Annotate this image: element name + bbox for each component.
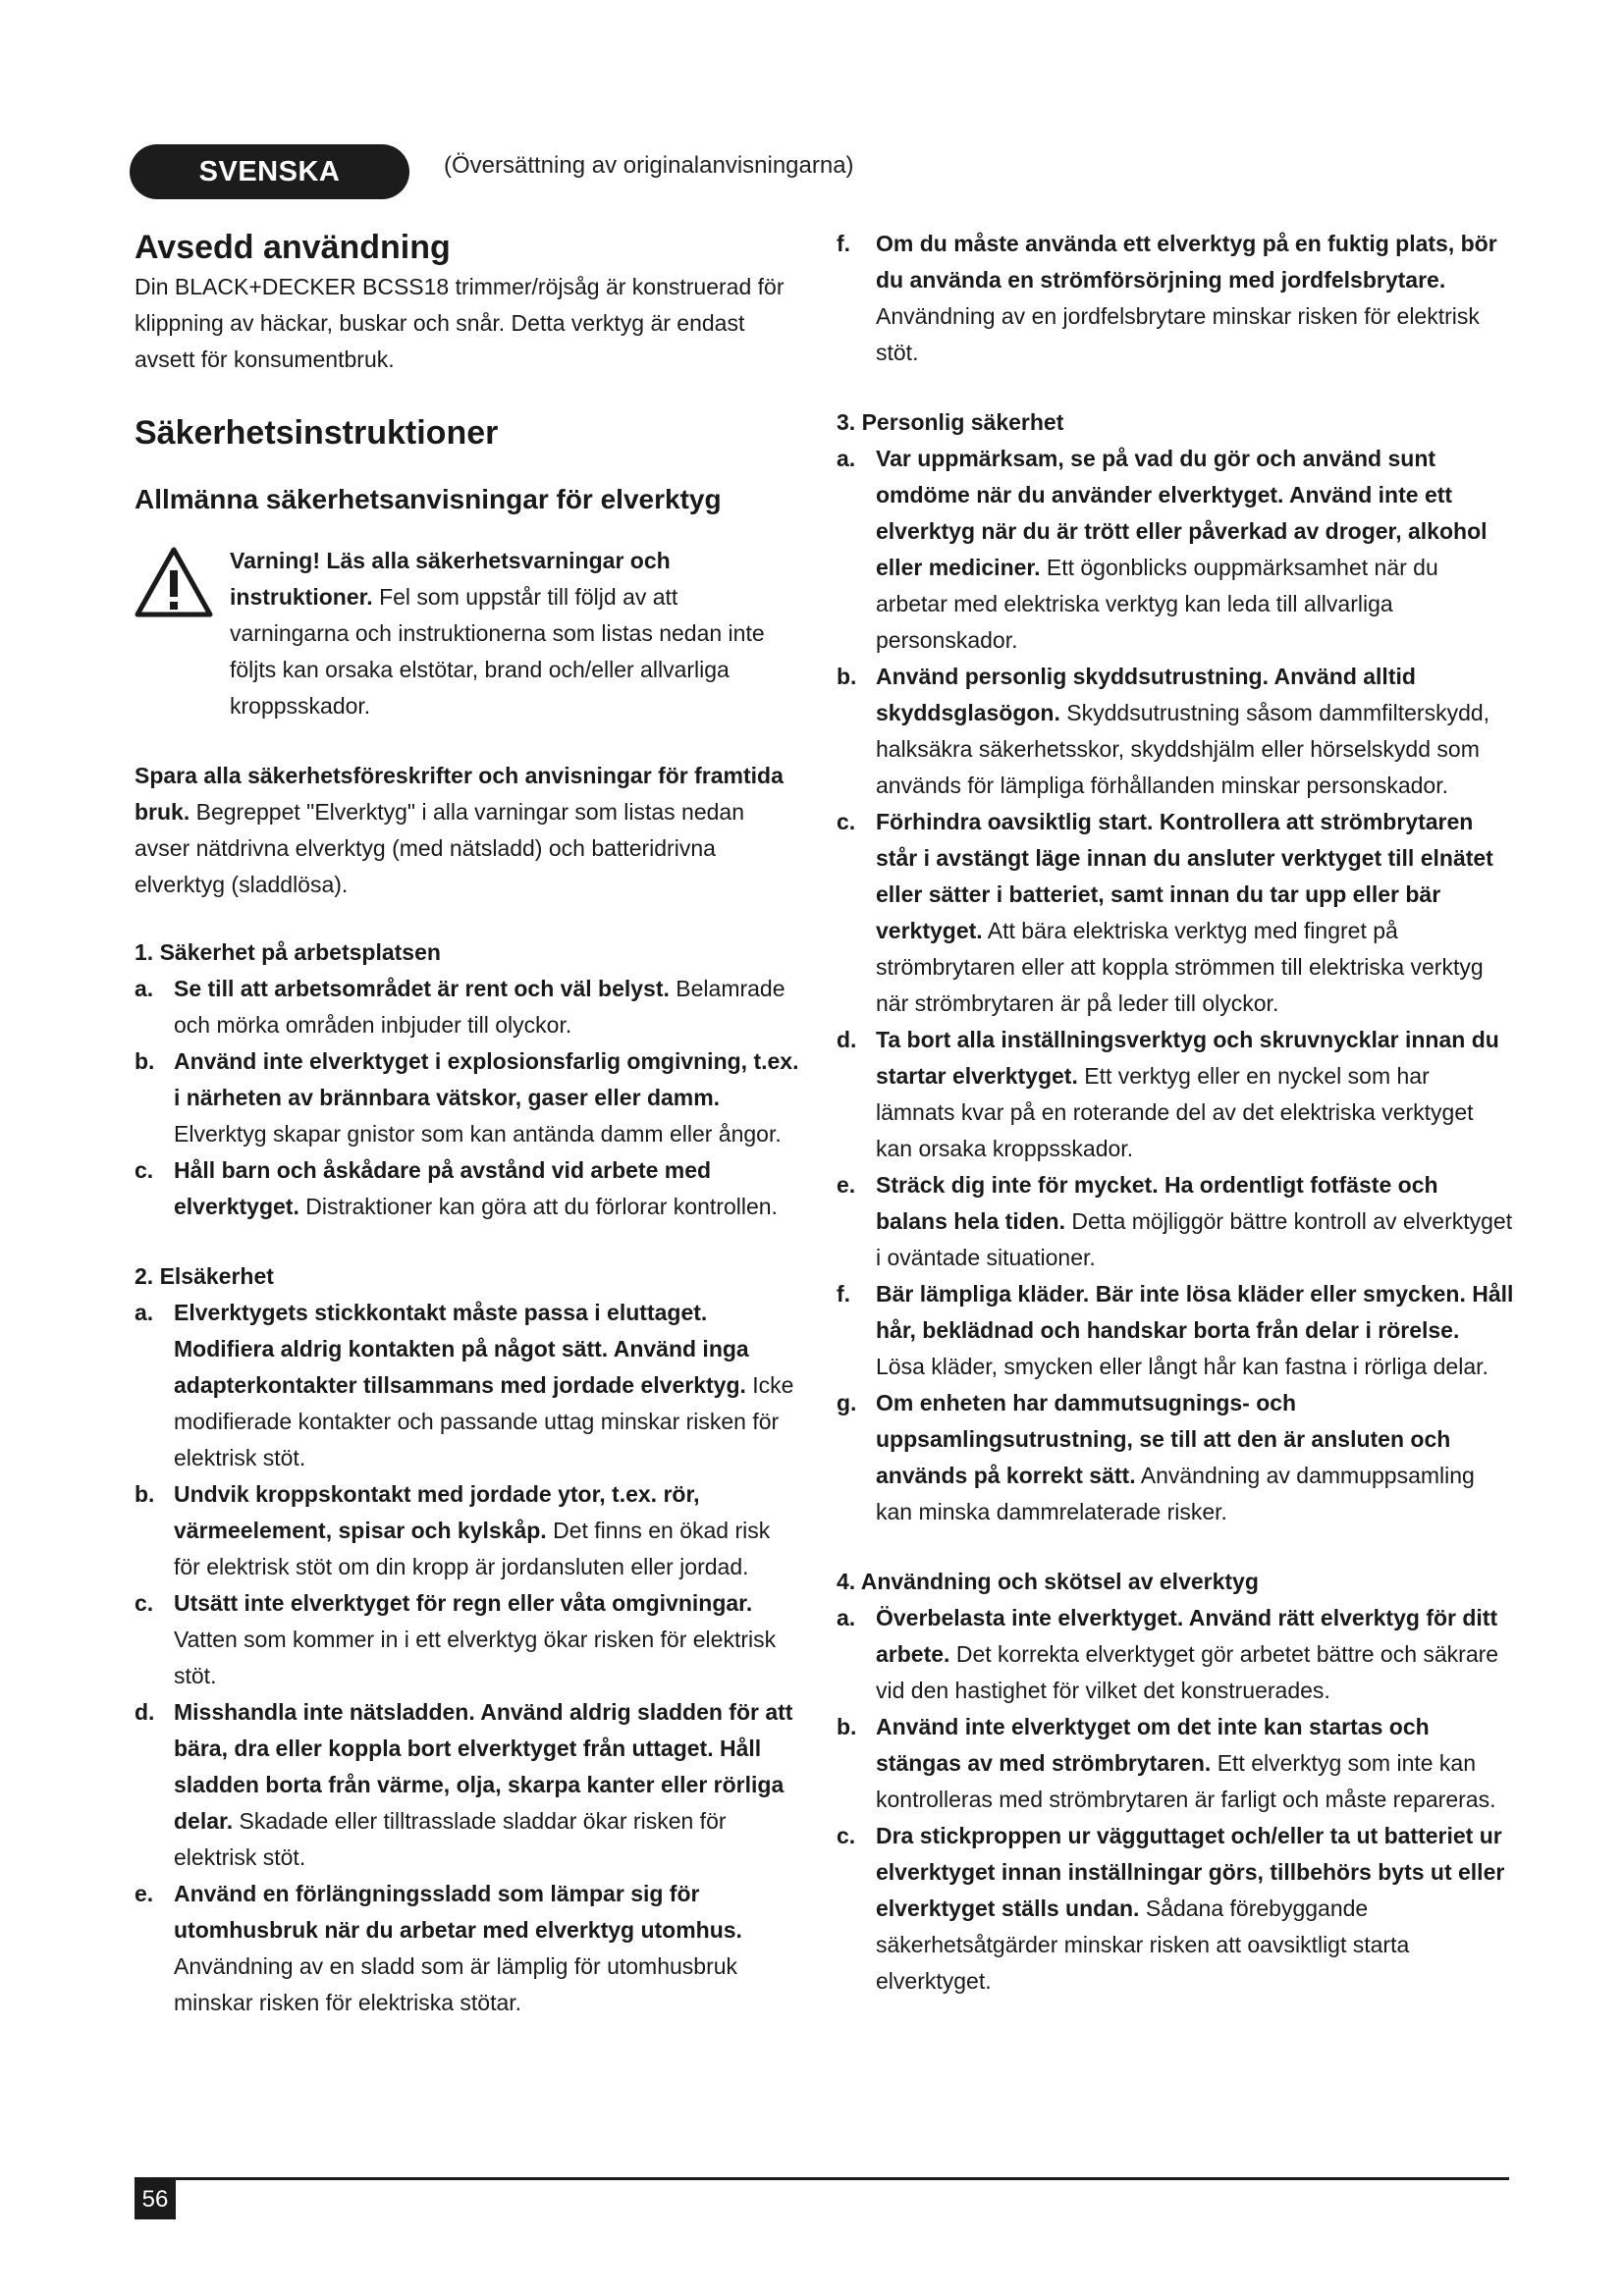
list-item: d. Misshandla inte nätsladden. Använd aldrig sladden för att bära, dra eller koppla bort elverktyget från uttaget. Håll sladden borta från värme, olja, skarpa kanter eller rörliga delar. Skadade eller tilltrasslade sladdar ökar risken för elektrisk stöt. (135, 1699, 793, 1870)
general-safety-heading: Allmänna säkerhetsanvisningar för elverktyg (135, 484, 722, 514)
page-number: 56 (135, 2180, 176, 2219)
list-item: g. Om enheten har dammutsugnings- och uppsamlingsutrustning, se till att den är ansluten och används på korrekt sätt. Användning av dammuppsamling kan minska dammrelaterade risker. (837, 1390, 1475, 1524)
list-item: f. Om du måste använda ett elverktyg på en fuktig plats, bör du använda en strömförsörjning med jordfelsbrytare. Användning av en jordfelsbrytare minskar risken för elektrisk stöt. (837, 231, 1497, 365)
warning-triangle-icon (135, 547, 213, 617)
list-item: b. Använd inte elverktyget om det inte kan startas och stängas av med strömbrytaren. Ett elverktyg som inte kan kontrolleras med strömbrytaren är farligt och måste repareras. (837, 1714, 1496, 1812)
footer-rule (135, 2177, 1509, 2180)
section-2-title: 2. Elsäkerhet (135, 1263, 274, 1289)
intended-use-text: Din BLACK+DECKER BCSS18 trimmer/röjsåg är konstruerad för klippning av häckar, buskar och snår. Detta verktyg är endast avsett för konsumentbruk. (135, 274, 785, 372)
list-item: a. Elverktygets stickkontakt måste passa i eluttaget. Modifiera aldrig kontakten på något sätt. Använd inga adapterkontakter tillsammans med jordade elverktyg. Icke modifierade kontakter och passande uttag minskar risken för elektrisk stöt. (135, 1300, 794, 1470)
list-item: a. Överbelasta inte elverktyget. Använd rätt elverktyg för ditt arbete. Det korrekta elverktyget gör arbetet bättre och säkrare vid den hastighet för vilket det konstruerades. (837, 1605, 1499, 1703)
list-item: a. Se till att arbetsområdet är rent och väl belyst. Belamrade och mörka områden inbjuder till olyckor. (135, 976, 785, 1038)
safety-heading: Säkerhetsinstruktioner (135, 414, 499, 452)
save-bold: Spara alla säkerhetsföreskrifter och anvisningar för framtida bruk. (135, 763, 784, 825)
list-item: b. Använd inte elverktyget i explosionsfarlig omgivning, t.ex. i närheten av brännbara vätskor, gaser eller damm. Elverktyg skapar gnistor som kan antända damm eller ångor. (135, 1048, 799, 1147)
language-badge: SVENSKA (130, 144, 409, 199)
section-1-title: 1. Säkerhet på arbetsplatsen (135, 939, 441, 965)
list-item: d. Ta bort alla inställningsverktyg och skruvnycklar innan du startar elverktyget. Ett verktyg eller en nyckel som har lämnats kvar på en roterande del av det elektriska verktyget kan orsaka kroppsskador. (837, 1027, 1499, 1161)
save-body: Begreppet "Elverktyg" i alla varningar som listas nedan avser nätdrivna elverktyg (med nätsladd) och batteridrivna elverktyg (sladdlösa). (135, 799, 745, 897)
section-3-title: 3. Personlig säkerhet (837, 409, 1064, 435)
warning-block (135, 543, 802, 724)
right-column (837, 226, 1514, 2000)
warning-bold: Varning! Läs alla säkerhetsvarningar och instruktioner. (230, 548, 671, 610)
list-item: c. Förhindra oavsiktlig start. Kontrollera att strömbrytaren står i avstängt läge innan du ansluter verktyget till elnätet eller sätter i batteriet, samt innan du tar upp eller bär verktyget. Att bära elektriska verktyg med fingret på strömbrytaren eller att koppla strömmen till elektriska verktyg när strömbrytaren är på leder till olyckor. (837, 809, 1493, 1016)
list-item: f. Bär lämpliga kläder. Bär inte lösa kläder eller smycken. Håll hår, beklädnad och handskar borta från delar i rörelse. Lösa kläder, smycken eller långt hår kan fastna i rörliga delar. (837, 1281, 1514, 1379)
warning-body: Fel som uppstår till följd av att varningarna och instruktionerna som listas nedan inte följts kan orsaka elstötar, brand och/eller allvarliga kroppsskador. (230, 584, 765, 719)
list-item: a. Var uppmärksam, se på vad du gör och använd sunt omdöme när du använder elverktyget. Använd inte ett elverktyg när du är trött eller påverkad av droger, alkohol eller mediciner. Ett ögonblicks ouppmärksamhet när du arbetar med elektriska verktyg kan leda till allvarliga personskador. (837, 446, 1488, 653)
list-item: c. Håll barn och åskådare på avstånd vid arbete med elverktyget. Distraktioner kan göra att du förlorar kontrollen. (135, 1157, 778, 1219)
intended-use-heading: Avsedd användning (135, 229, 451, 266)
list-item: e. Använd en förlängningssladd som lämpar sig för utomhusbruk när du arbetar med elverktyg utomhus. Användning av en sladd som är lämplig för utomhusbruk minskar risken för elektriska stötar. (135, 1881, 742, 2015)
warning-text (230, 543, 802, 724)
list-item: c. Utsätt inte elverktyget för regn eller våta omgivningar. Vatten som kommer in i ett elverktyg ökar risken för elektrisk stöt. (135, 1590, 777, 1688)
list-item: b. Använd personlig skyddsutrustning. Använd alltid skyddsglasögon. Skyddsutrustning såsom dammfilterskydd, halksäkra säkerhetsskor, skyddshjälm eller hörselskydd som används för lämpliga förhållanden minskar personskador. (837, 664, 1490, 798)
list-item: e. Sträck dig inte för mycket. Ha ordentligt fotfäste och balans hela tiden. Detta möjliggör bättre kontroll av elverktyget i oväntade situationer. (837, 1172, 1513, 1270)
list-item: b. Undvik kroppskontakt med jordade ytor, t.ex. rör, värmeelement, spisar och kylskåp. Det finns en ökad risk för elektrisk stöt om din kropp är jordansluten eller jordad. (135, 1481, 771, 1579)
save-instructions (135, 758, 802, 903)
section-4-title: 4. Användning och skötsel av elverktyg (837, 1569, 1259, 1594)
list-item: c. Dra stickproppen ur vägguttaget och/eller ta ut batteriet ur elverktyget innan inställningar görs, tillbehörs byts ut eller elverktyget ställs undan. Sådana förebyggande säkerhetsåtgärder minskar risken att oavsiktligt starta elverktyget. (837, 1823, 1505, 1994)
translation-note: (Översättning av originalanvisningarna) (444, 152, 854, 179)
left-column (135, 226, 802, 2021)
